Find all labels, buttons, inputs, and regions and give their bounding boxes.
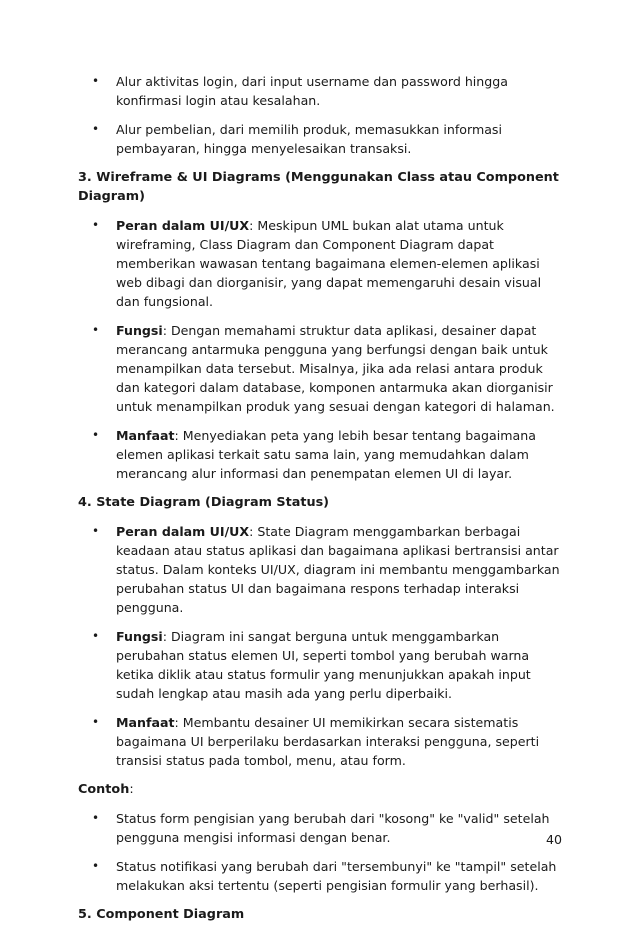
list-item-text: Status notifikasi yang berubah dari "tersembunyi" ke "tampil" setelah melakukan aksi tertentu (seperti pengisian formulir yang berhasil). (116, 859, 557, 893)
list-item (78, 216, 562, 311)
item-text: : Dengan memahami struktur data aplikasi, desainer dapat merancang antarmuka pengguna yang berfungsi dengan baik untuk menampilkan data tersebut. Misalnya, jika ada relasi antara produk dan kategori dalam database, komponen antarmuka akan diorganisir untuk menampilkan produk yang sesuai dengan kategori di halaman. (116, 323, 555, 414)
activity-examples-list (78, 72, 562, 158)
bullet-icon: • (92, 859, 100, 873)
list-item (78, 522, 562, 617)
item-label: Fungsi (116, 629, 163, 644)
item-label: Peran dalam UI/UX (116, 524, 250, 539)
page-content (78, 72, 562, 934)
list-item (78, 426, 562, 483)
bullet-icon: • (92, 74, 100, 88)
list-item (78, 120, 562, 158)
list-item (78, 72, 562, 110)
list-item-text: Alur pembelian, dari memilih produk, memasukkan informasi pembayaran, hingga menyelesaikan transaksi. (116, 122, 502, 156)
bullet-icon: • (92, 629, 100, 643)
page-number: 40 (545, 832, 562, 847)
section-3-list (78, 216, 562, 483)
contoh-list (78, 809, 562, 895)
contoh-label: Contoh (78, 782, 130, 797)
list-item (78, 713, 562, 770)
item-text: : Menyediakan peta yang lebih besar tentang bagaimana elemen aplikasi terkait satu sama lain, yang memudahkan dalam merancang alur informasi dan penempatan elemen UI di layar. (116, 428, 536, 481)
bullet-icon: • (92, 428, 100, 442)
bullet-icon: • (92, 122, 100, 136)
section-5-heading: 5. Component Diagram (78, 907, 245, 922)
section-4-heading: 4. State Diagram (Diagram Status) (78, 495, 330, 510)
item-text: : Meskipun UML bukan alat utama untuk wireframing, Class Diagram dan Component Diagram dapat memberikan wawasan tentang bagaimana elemen-elemen aplikasi web dibagi dan diorganisir, yang dapat memengaruhi desain visual dan fungsional. (116, 218, 542, 309)
bullet-icon: • (92, 323, 100, 337)
section-4-list (78, 522, 562, 770)
item-text: : Membantu desainer UI memikirkan secara sistematis bagaimana UI berperilaku berdasarkan interaksi pengguna, seperti transisi status pada tombol, menu, atau form. (116, 715, 540, 768)
item-label: Fungsi (116, 323, 163, 338)
bullet-icon: • (92, 811, 100, 825)
section-3-heading: 3. Wireframe & UI Diagrams (Menggunakan Class atau Component Diagram) (78, 170, 559, 204)
list-item (78, 321, 562, 416)
list-item (78, 809, 562, 847)
item-text: : State Diagram menggambarkan berbagai keadaan atau status aplikasi dan bagaimana aplikasi bertransisi antar status. Dalam konteks UI/UX, diagram ini membantu menggambarkan perubahan status UI dan bagaimana respons terhadap interaksi pengguna. (116, 524, 560, 615)
contoh-colon: : (129, 782, 134, 797)
item-label: Peran dalam UI/UX (116, 218, 250, 233)
list-item-text: Status form pengisian yang berubah dari "kosong" ke "valid" setelah pengguna mengisi informasi dengan benar. (116, 811, 550, 845)
list-item (78, 857, 562, 895)
bullet-icon: • (92, 218, 100, 232)
item-text: : Diagram ini sangat berguna untuk menggambarkan perubahan status elemen UI, seperti tombol yang berubah warna ketika diklik atau status formulir yang menunjukkan apakah input sudah lengkap atau masih ada yang perlu diperbaiki. (116, 629, 531, 701)
bullet-icon: • (92, 715, 100, 729)
bullet-icon: • (92, 524, 100, 538)
contoh-heading (78, 780, 562, 799)
list-item-text: Alur aktivitas login, dari input username dan password hingga konfirmasi login atau kesalahan. (116, 74, 508, 108)
list-item (78, 627, 562, 703)
item-label: Manfaat (116, 715, 175, 730)
item-label: Manfaat (116, 428, 175, 443)
